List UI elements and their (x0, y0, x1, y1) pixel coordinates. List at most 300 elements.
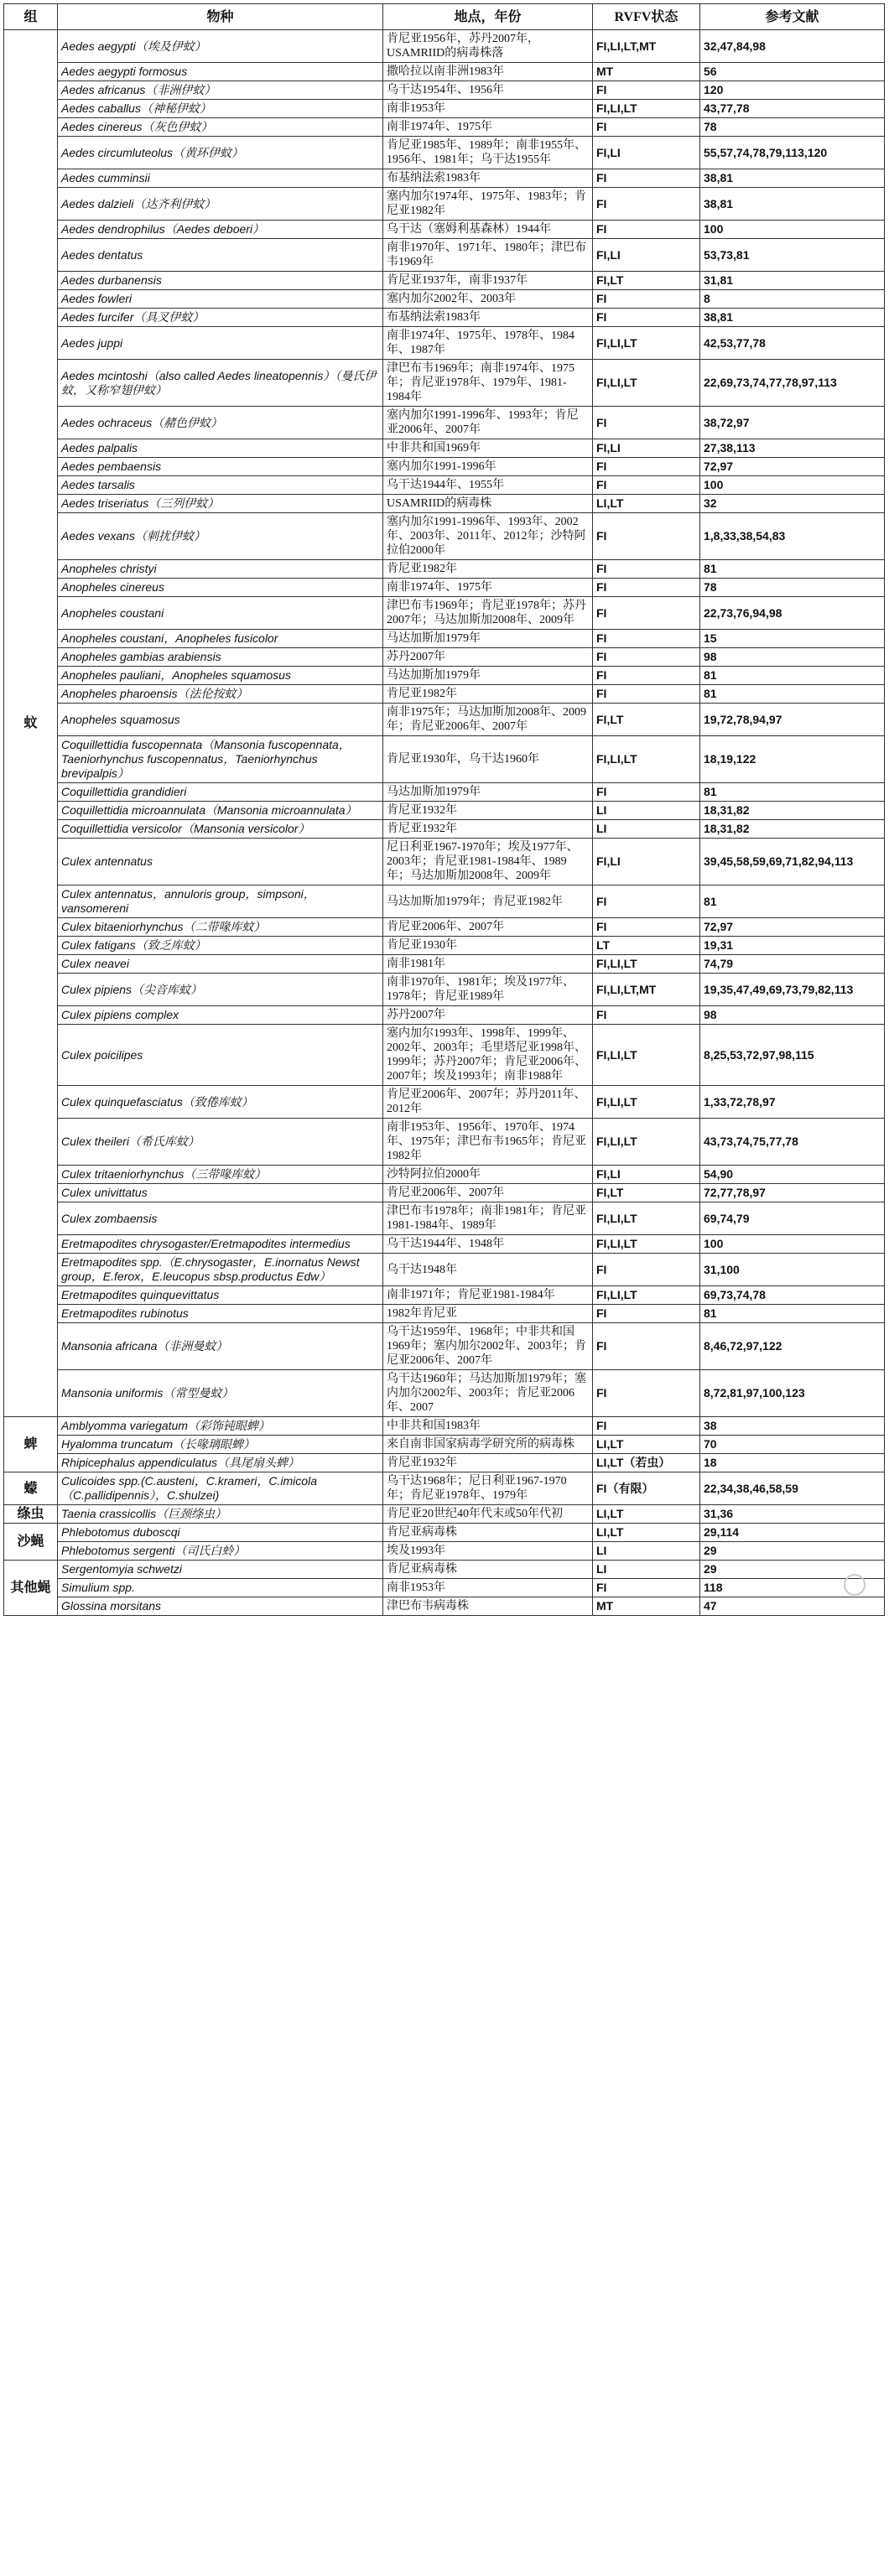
location-cell: 津巴布韦1969年；肯尼亚1978年；苏丹2007年；马达加斯加2008年、2009年 (383, 597, 593, 630)
table-row (4, 1597, 885, 1616)
refs-cell: 22,73,76,94,98 (700, 597, 885, 630)
location-cell: 中非共和国1969年 (383, 439, 593, 458)
status-cell: FI,LI,LT (593, 1286, 700, 1305)
status-cell: FI,LI (593, 239, 700, 272)
status-cell: FI (593, 1305, 700, 1323)
species-cell: Phlebotomus duboscqi (58, 1524, 383, 1542)
status-cell: FI (593, 579, 700, 597)
location-cell: 肯尼亚1956年，苏丹2007年，USAMRIID的病毒株落 (383, 30, 593, 63)
species-cell: Culex antennatus (58, 839, 383, 886)
status-cell: LI,LT (593, 1505, 700, 1524)
location-cell: 津巴布韦病毒株 (383, 1597, 593, 1616)
location-cell: 南非1953年 (383, 1579, 593, 1597)
table-row (4, 1370, 885, 1417)
refs-cell: 39,45,58,59,69,71,82,94,113 (700, 839, 885, 886)
status-cell: FI (593, 169, 700, 188)
refs-cell: 31,100 (700, 1254, 885, 1286)
species-cell: Anopheles coustani (58, 597, 383, 630)
location-cell: 1982年肯尼亚 (383, 1305, 593, 1323)
status-cell: LI,LT (593, 1524, 700, 1542)
location-cell: 肯尼亚1982年 (383, 560, 593, 579)
header-status: RVFV状态 (593, 4, 700, 30)
status-cell: FI,LI,LT,MT (593, 30, 700, 63)
species-cell: Aedes durbanensis (58, 272, 383, 290)
table-row (4, 1472, 885, 1505)
location-cell: 南非1953年 (383, 100, 593, 118)
status-cell: MT (593, 1597, 700, 1616)
location-cell: 塞内加尔1974年、1975年、1983年；肯尼亚1982年 (383, 188, 593, 221)
table-row (4, 974, 885, 1006)
location-cell: 乌干达1944年、1948年 (383, 1235, 593, 1254)
table-row (4, 783, 885, 802)
species-cell: Coquillettidia versicolor（Mansonia versicolor） (58, 820, 383, 839)
status-cell: FI (593, 648, 700, 667)
species-cell: Culex fatigans（致乏库蚊） (58, 937, 383, 955)
species-cell: Coquillettidia fuscopennata（Mansonia fuscopennata，Taeniorhynchus fuscopennatus，Taeniorhynchus brevipalpis） (58, 736, 383, 783)
status-cell: FI,LI,LT (593, 1202, 700, 1235)
status-cell: FI,LI (593, 1166, 700, 1184)
status-cell: FI (593, 513, 700, 560)
refs-cell: 18,19,122 (700, 736, 885, 783)
status-cell: FI (593, 886, 700, 918)
refs-cell: 1,8,33,38,54,83 (700, 513, 885, 560)
location-cell: 塞内加尔1991-1996年 (383, 458, 593, 476)
table-row (4, 476, 885, 495)
location-cell: USAMRIID的病毒株 (383, 495, 593, 513)
refs-cell: 19,31 (700, 937, 885, 955)
status-cell: FI,LI,LT (593, 327, 700, 360)
refs-cell: 120 (700, 81, 885, 100)
refs-cell: 32,47,84,98 (700, 30, 885, 63)
species-cell: Aedes circumluteolus（黄环伊蚊） (58, 137, 383, 169)
refs-cell: 8 (700, 290, 885, 309)
refs-cell: 118 (700, 1579, 885, 1597)
header-location: 地点，年份 (383, 4, 593, 30)
status-cell: FI,LI,LT (593, 100, 700, 118)
refs-cell: 72,77,78,97 (700, 1184, 885, 1202)
table-row (4, 327, 885, 360)
table-row (4, 1119, 885, 1166)
refs-cell: 43,77,78 (700, 100, 885, 118)
refs-cell: 29 (700, 1542, 885, 1561)
table-header-row (4, 4, 885, 30)
species-cell: Aedes mcintoshi（also called Aedes lineatopennis）（曼氏伊蚊，又称窄翅伊蚊） (58, 360, 383, 407)
table-row (4, 309, 885, 327)
status-cell: FI (593, 188, 700, 221)
location-cell: 南非1981年 (383, 955, 593, 974)
table-row (4, 955, 885, 974)
species-cell: Aedes juppi (58, 327, 383, 360)
species-cell: Glossina morsitans (58, 1597, 383, 1616)
status-cell: LI,LT (593, 1436, 700, 1454)
location-cell: 肯尼亚2006年、2007年；苏丹2011年、2012年 (383, 1086, 593, 1119)
location-cell: 乌干达1948年 (383, 1254, 593, 1286)
refs-cell: 100 (700, 221, 885, 239)
status-cell: FI,LI,LT,MT (593, 974, 700, 1006)
refs-cell: 18 (700, 1454, 885, 1472)
refs-cell: 1,33,72,78,97 (700, 1086, 885, 1119)
species-cell: Anopheles coustani，Anopheles fusicolor (58, 630, 383, 648)
table-row (4, 290, 885, 309)
table-row (4, 239, 885, 272)
species-cell: Mansonia uniformis（常型曼蚊） (58, 1370, 383, 1417)
species-cell: Anopheles cinereus (58, 579, 383, 597)
table-row (4, 1417, 885, 1436)
table-row (4, 1305, 885, 1323)
location-cell: 肯尼亚病毒株 (383, 1524, 593, 1542)
location-cell: 埃及1993年 (383, 1542, 593, 1561)
location-cell: 乌干达1954年、1956年 (383, 81, 593, 100)
refs-cell: 72,97 (700, 458, 885, 476)
species-cell: Aedes aegypti（埃及伊蚊） (58, 30, 383, 63)
table-row (4, 1202, 885, 1235)
table-row (4, 63, 885, 81)
species-cell: Aedes cumminsii (58, 169, 383, 188)
location-cell: 布基纳法索1983年 (383, 309, 593, 327)
location-cell: 马达加斯加1979年；肯尼亚1982年 (383, 886, 593, 918)
location-cell: 中非共和国1983年 (383, 1417, 593, 1436)
location-cell: 乌干达1944年、1955年 (383, 476, 593, 495)
table-row (4, 918, 885, 937)
status-cell: LI,LT (593, 495, 700, 513)
refs-cell: 38 (700, 1417, 885, 1436)
table-row (4, 736, 885, 783)
species-cell: Aedes pembaensis (58, 458, 383, 476)
species-cell: Anopheles christyi (58, 560, 383, 579)
refs-cell: 38,81 (700, 309, 885, 327)
table-row (4, 495, 885, 513)
location-cell: 肯尼亚1982年 (383, 685, 593, 704)
table-row (4, 1524, 885, 1542)
table-row (4, 118, 885, 137)
group-cell: 蠓 (4, 1472, 58, 1505)
status-cell: FI,LI,LT (593, 360, 700, 407)
location-cell: 南非1975年；马达加斯加2008年、2009年；肯尼亚2006年、2007年 (383, 704, 593, 736)
table-page (3, 3, 884, 1616)
location-cell: 肯尼亚1930年，乌干达1960年 (383, 736, 593, 783)
location-cell: 津巴布韦1978年；南非1981年；肯尼亚1981-1984年、1989年 (383, 1202, 593, 1235)
species-cell: Mansonia africana（非洲曼蚊） (58, 1323, 383, 1370)
refs-cell: 8,72,81,97,100,123 (700, 1370, 885, 1417)
location-cell: 塞内加尔1991-1996年、1993年；肯尼亚2006年、2007年 (383, 407, 593, 439)
status-cell: FI (593, 1006, 700, 1025)
location-cell: 南非1974年、1975年 (383, 118, 593, 137)
status-cell: FI（有限） (593, 1472, 700, 1505)
table-row (4, 579, 885, 597)
species-cell: Culex bitaeniorhynchus（二带喙库蚊） (58, 918, 383, 937)
species-cell: Aedes triseriatus（三列伊蚊） (58, 495, 383, 513)
refs-cell: 43,73,74,75,77,78 (700, 1119, 885, 1166)
species-cell: Culex pipiens complex (58, 1006, 383, 1025)
table-row (4, 1454, 885, 1472)
location-cell: 南非1970年、1971年、1980年；津巴布韦1969年 (383, 239, 593, 272)
table-row (4, 1025, 885, 1086)
status-cell: LI,LT（若虫） (593, 1454, 700, 1472)
status-cell: FI,LT (593, 704, 700, 736)
table-row (4, 1286, 885, 1305)
species-cell: Culex tritaeniorhynchus（三带喙库蚊） (58, 1166, 383, 1184)
status-cell: FI,LT (593, 272, 700, 290)
refs-cell: 38,81 (700, 169, 885, 188)
location-cell: 乌干达1960年；马达加斯加1979年；塞内加尔2002年、2003年；肯尼亚2006年、2007 (383, 1370, 593, 1417)
refs-cell: 15 (700, 630, 885, 648)
species-cell: Eretmapodites rubinotus (58, 1305, 383, 1323)
refs-cell: 98 (700, 1006, 885, 1025)
species-cell: Culex neavei (58, 955, 383, 974)
refs-cell: 98 (700, 648, 885, 667)
location-cell: 南非1974年、1975年 (383, 579, 593, 597)
refs-cell: 100 (700, 1235, 885, 1254)
species-cell: Aedes dalzieli（达齐利伊蚊） (58, 188, 383, 221)
table-row (4, 221, 885, 239)
location-cell: 津巴布韦1969年；南非1974年、1975年；肯尼亚1978年、1979年、1981-1984年 (383, 360, 593, 407)
location-cell: 南非1974年、1975年、1978年、1984年、1987年 (383, 327, 593, 360)
status-cell: FI (593, 476, 700, 495)
table-row (4, 1579, 885, 1597)
species-cell: Aedes fowleri (58, 290, 383, 309)
species-cell: Aedes cinereus（灰色伊蚊） (58, 118, 383, 137)
species-cell: Eretmapodites chrysogaster/Eretmapodites intermedius (58, 1235, 383, 1254)
refs-cell: 72,97 (700, 918, 885, 937)
refs-cell: 38,81 (700, 188, 885, 221)
table-row (4, 1323, 885, 1370)
location-cell: 乌干达1959年、1968年；中非共和国1969年；塞内加尔2002年、2003年；肯尼亚2006年、2007年 (383, 1323, 593, 1370)
watermark (793, 1574, 869, 1607)
status-cell: FI,LI,LT (593, 1235, 700, 1254)
refs-cell: 81 (700, 667, 885, 685)
refs-cell: 81 (700, 560, 885, 579)
refs-cell: 18,31,82 (700, 820, 885, 839)
table-row (4, 513, 885, 560)
refs-cell: 55,57,74,78,79,113,120 (700, 137, 885, 169)
status-cell: FI,LI,LT (593, 1119, 700, 1166)
location-cell: 布基纳法索1983年 (383, 169, 593, 188)
species-cell: Culex zombaensis (58, 1202, 383, 1235)
table-row (4, 1086, 885, 1119)
status-cell: FI (593, 597, 700, 630)
species-cell: Simulium spp. (58, 1579, 383, 1597)
status-cell: FI (593, 221, 700, 239)
status-cell: LI (593, 1561, 700, 1579)
species-cell: Phlebotomus sergenti（司氏白蛉） (58, 1542, 383, 1561)
location-cell: 肯尼亚1937年，南非1937年 (383, 272, 593, 290)
refs-cell: 78 (700, 118, 885, 137)
table-row (4, 1254, 885, 1286)
location-cell: 肯尼亚1930年 (383, 937, 593, 955)
group-cell: 蜱 (4, 1417, 58, 1472)
refs-cell: 81 (700, 685, 885, 704)
header-refs: 参考文献 (700, 4, 885, 30)
refs-cell: 42,53,77,78 (700, 327, 885, 360)
species-cell: Culex poicilipes (58, 1025, 383, 1086)
species-cell: Aedes dentatus (58, 239, 383, 272)
refs-cell: 81 (700, 783, 885, 802)
refs-cell: 81 (700, 1305, 885, 1323)
table-row (4, 1166, 885, 1184)
location-cell: 马达加斯加1979年 (383, 783, 593, 802)
species-cell: Sergentomyia schwetzi (58, 1561, 383, 1579)
status-cell: FI (593, 290, 700, 309)
species-cell: Rhipicephalus appendiculatus（具尾扇头蜱） (58, 1454, 383, 1472)
status-cell: FI (593, 667, 700, 685)
group-cell: 蚊 (4, 30, 58, 1417)
table-row (4, 1542, 885, 1561)
location-cell: 肯尼亚1932年 (383, 1454, 593, 1472)
location-cell: 肯尼亚20世纪40年代末或50年代初 (383, 1505, 593, 1524)
species-cell: Culex antennatus，annuloris group，simpsoni，vansomereni (58, 886, 383, 918)
location-cell: 肯尼亚2006年、2007年 (383, 918, 593, 937)
species-cell: Coquillettidia microannulata（Mansonia microannulata） (58, 802, 383, 820)
refs-cell: 69,73,74,78 (700, 1286, 885, 1305)
table-row (4, 81, 885, 100)
table-row (4, 169, 885, 188)
table-body (4, 30, 885, 1616)
status-cell: FI (593, 630, 700, 648)
refs-cell: 54,90 (700, 1166, 885, 1184)
table-row (4, 560, 885, 579)
location-cell: 乌干达1968年；尼日利亚1967-1970年；肯尼亚1978年、1979年 (383, 1472, 593, 1505)
refs-cell: 47 (700, 1597, 885, 1616)
header-species: 物种 (58, 4, 383, 30)
location-cell: 肯尼亚1932年 (383, 820, 593, 839)
table-row (4, 685, 885, 704)
status-cell: FI (593, 81, 700, 100)
refs-cell: 53,73,81 (700, 239, 885, 272)
table-row (4, 100, 885, 118)
status-cell: FI (593, 407, 700, 439)
table-row (4, 439, 885, 458)
group-cell: 其他蝇 (4, 1561, 58, 1616)
table-row (4, 1505, 885, 1524)
species-cell: Aedes furcifer（具叉伊蚊） (58, 309, 383, 327)
location-cell: 肯尼亚病毒株 (383, 1561, 593, 1579)
table-row (4, 272, 885, 290)
species-cell: Aedes vexans（刺扰伊蚊） (58, 513, 383, 560)
species-cell: Taenia crassicollis（巨颈绦虫） (58, 1505, 383, 1524)
species-cell: Anopheles squamosus (58, 704, 383, 736)
group-cell: 绦虫 (4, 1505, 58, 1524)
table-row (4, 820, 885, 839)
table-row (4, 188, 885, 221)
species-cell: Aedes aegypti formosus (58, 63, 383, 81)
location-cell: 肯尼亚1932年 (383, 802, 593, 820)
refs-cell: 29 (700, 1561, 885, 1579)
status-cell: FI (593, 1579, 700, 1597)
status-cell: FI,LI,LT (593, 736, 700, 783)
refs-cell: 78 (700, 579, 885, 597)
refs-cell: 69,74,79 (700, 1202, 885, 1235)
watermark-logo-icon (844, 1574, 866, 1596)
status-cell: FI,LI (593, 137, 700, 169)
location-cell: 来自南非国家病毒学研究所的病毒株 (383, 1436, 593, 1454)
table-row (4, 886, 885, 918)
location-cell: 肯尼亚1985年、1989年；南非1955年、1956年、1981年；乌干达1955年 (383, 137, 593, 169)
status-cell: FI,LI,LT (593, 1025, 700, 1086)
refs-cell: 8,46,72,97,122 (700, 1323, 885, 1370)
refs-cell: 100 (700, 476, 885, 495)
species-cell: Amblyomma variegatum（彩饰钝眼蜱） (58, 1417, 383, 1436)
location-cell: 南非1971年；肯尼亚1981-1984年 (383, 1286, 593, 1305)
species-cell: Aedes africanus（非洲伊蚊） (58, 81, 383, 100)
table-row (4, 1184, 885, 1202)
species-cell: Eretmapodites spp.（E.chrysogaster，E.inornatus Newst group，E.ferox，E.leucopus sbsp.productus Edw） (58, 1254, 383, 1286)
refs-cell: 22,34,38,46,58,59 (700, 1472, 885, 1505)
species-cell: Aedes palpalis (58, 439, 383, 458)
location-cell: 马达加斯加1979年 (383, 667, 593, 685)
table-row (4, 30, 885, 63)
refs-cell: 70 (700, 1436, 885, 1454)
group-cell: 沙蝇 (4, 1524, 58, 1561)
status-cell: LI (593, 802, 700, 820)
table-row (4, 597, 885, 630)
table-row (4, 630, 885, 648)
refs-cell: 74,79 (700, 955, 885, 974)
table-row (4, 360, 885, 407)
table-row (4, 802, 885, 820)
species-cell: Culicoides spp.(C.austeni，C.krameri，C.imicola（C.pallidipennis），C.shulzei) (58, 1472, 383, 1505)
table-row (4, 407, 885, 439)
table-row (4, 1235, 885, 1254)
table-row (4, 667, 885, 685)
location-cell: 沙特阿拉伯2000年 (383, 1166, 593, 1184)
status-cell: FI (593, 1323, 700, 1370)
table-row (4, 937, 885, 955)
status-cell: FI,LI (593, 839, 700, 886)
refs-cell: 29,114 (700, 1524, 885, 1542)
refs-cell: 18,31,82 (700, 802, 885, 820)
location-cell: 苏丹2007年 (383, 648, 593, 667)
status-cell: FI,LT (593, 1184, 700, 1202)
status-cell: FI (593, 1370, 700, 1417)
species-cell: Aedes ochraceus（赭色伊蚊） (58, 407, 383, 439)
species-cell: Culex quinquefasciatus（致倦库蚊） (58, 1086, 383, 1119)
status-cell: FI (593, 118, 700, 137)
table-row (4, 137, 885, 169)
species-cell: Culex theileri（希氏库蚊） (58, 1119, 383, 1166)
status-cell: LI (593, 1542, 700, 1561)
table-row (4, 1561, 885, 1579)
status-cell: FI,LI,LT (593, 955, 700, 974)
refs-cell: 19,72,78,94,97 (700, 704, 885, 736)
status-cell: FI (593, 783, 700, 802)
table-row (4, 704, 885, 736)
species-cell: Aedes caballus（神秘伊蚊） (58, 100, 383, 118)
species-cell: Hyalomma truncatum（长喙璃眼蜱） (58, 1436, 383, 1454)
location-cell: 尼日利亚1967-1970年；埃及1977年、2003年；肯尼亚1981-1984年、1989年；马达加斯加2008年、2009年 (383, 839, 593, 886)
refs-cell: 8,25,53,72,97,98,115 (700, 1025, 885, 1086)
species-cell: Anopheles pauliani，Anopheles squamosus (58, 667, 383, 685)
refs-cell: 27,38,113 (700, 439, 885, 458)
species-cell: Aedes dendrophilus（Aedes deboeri） (58, 221, 383, 239)
species-cell: Culex pipiens（尖音库蚊） (58, 974, 383, 1006)
refs-cell: 19,35,47,49,69,73,79,82,113 (700, 974, 885, 1006)
status-cell: FI (593, 309, 700, 327)
species-cell: Anopheles gambias arabiensis (58, 648, 383, 667)
location-cell: 南非1953年、1956年、1970年、1974年、1975年；津巴布韦1965年；肯尼亚1982年 (383, 1119, 593, 1166)
table-row (4, 458, 885, 476)
table-row (4, 839, 885, 886)
location-cell: 马达加斯加1979年 (383, 630, 593, 648)
status-cell: FI (593, 1254, 700, 1286)
species-cell: Anopheles pharoensis（法伦按蚊） (58, 685, 383, 704)
location-cell: 肯尼亚2006年、2007年 (383, 1184, 593, 1202)
status-cell: MT (593, 63, 700, 81)
header-group: 组 (4, 4, 58, 30)
refs-cell: 38,72,97 (700, 407, 885, 439)
table-row (4, 648, 885, 667)
location-cell: 南非1970年、1981年；埃及1977年、1978年；肯尼亚1989年 (383, 974, 593, 1006)
table-row (4, 1006, 885, 1025)
